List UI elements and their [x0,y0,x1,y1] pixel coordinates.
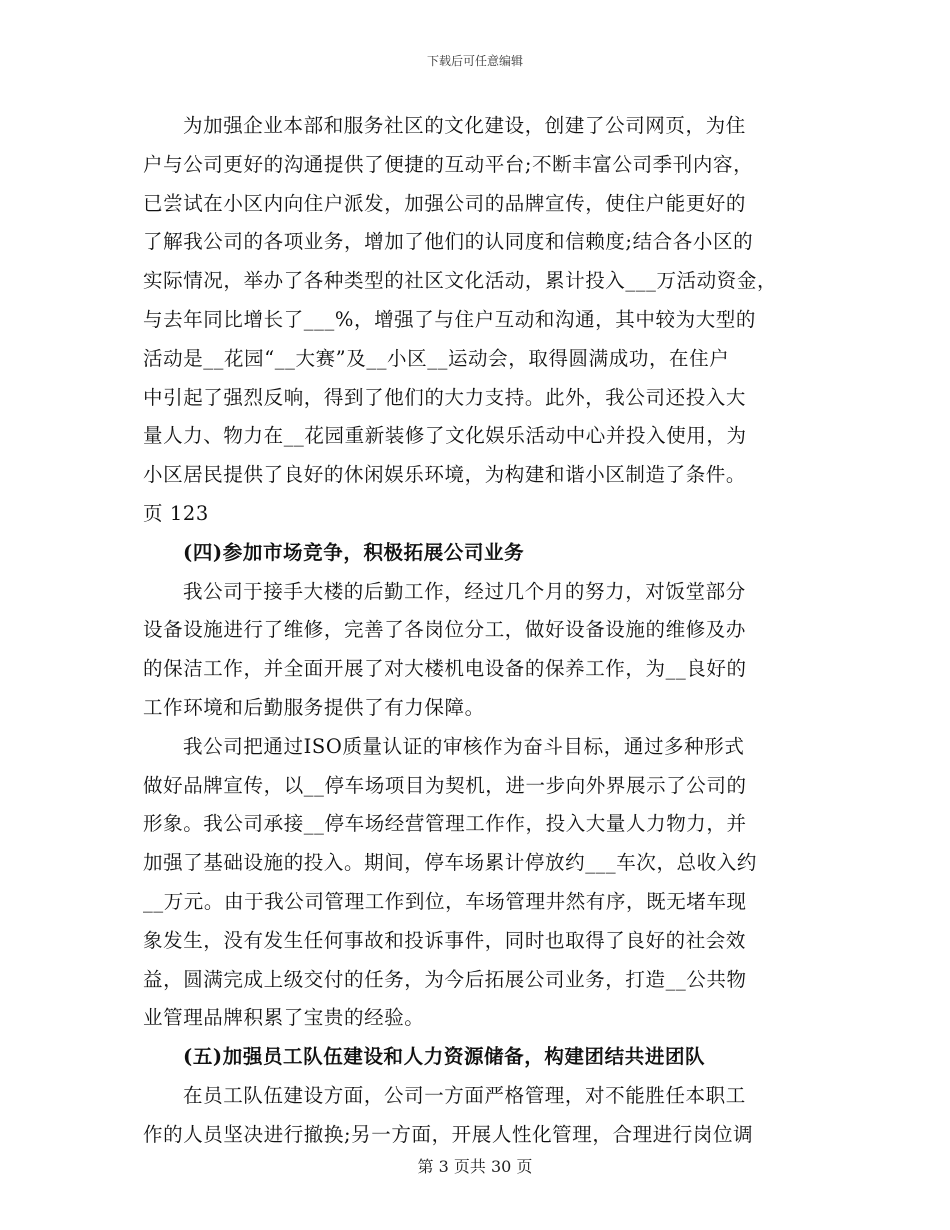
text-line: 活动是__花园“__大赛”及__小区__运动会，取得圆满成功，在住户 [143,346,730,370]
text-line: 设备设施进行了维修，完善了各岗位分工，做好设备设施的维修及办 [143,618,747,642]
text-line: 形象。我公司承接__停车场经营管理工作作，投入大量人力物力，并 [143,812,747,836]
text-line: 户与公司更好的沟通提供了便捷的互动平台;不断丰富公司季刊内容， [143,152,754,176]
text-line: 中引起了强烈反响，得到了他们的大力支持。此外，我公司还投入大 [143,385,747,409]
text-line: 已尝试在小区内向住户派发，加强公司的品牌宣传，使住户能更好的 [143,191,747,215]
text-line: 我公司把通过ISO质量认证的审核作为奋斗目标，通过多种形式 [183,734,745,758]
text-line: 与去年同比增长了___%，增强了与住户互动和沟通，其中较为大型的 [143,307,756,331]
page-header: 下载后可任意编辑 [426,54,523,68]
document-body [143,107,823,1155]
text-line: __万元。由于我公司管理工作到位，车场管理井然有序，既无堵车现 [143,889,747,913]
text-line: 小区居民提供了良好的休闲娱乐环境，为构建和谐小区制造了条件。 [143,463,747,487]
text-line: 在员工队伍建设方面，公司一方面严格管理，对不能胜任本职工 [183,1083,746,1107]
text-line: 做好品牌宣传，以__停车场项目为契机，进一步向外界展示了公司的 [143,773,747,797]
page-footer: 第 3 页共 30 页 [417,1157,533,1176]
text-line: 页 123 [143,501,209,525]
section-heading: (五)加强员工队伍建设和人力资源储备，构建团结共进团队 [183,1045,706,1069]
text-line: 益，圆满完成上级交付的任务，为今后拓展公司业务，打造__公共物 [143,967,747,991]
section-heading: (四)参加市场竞争，积极拓展公司业务 [183,540,525,564]
text-line: 量人力、物力在__花园重新装修了文化娱乐活动中心并投入使用，为 [143,424,747,448]
text-line: 实际情况，举办了各种类型的社区文化活动，累计投入___万活动资金， [143,269,778,293]
text-line: 的保洁工作，并全面开展了对大楼机电设备的保养工作，为__良好的 [143,657,747,681]
text-line: 工作环境和后勤服务提供了有力保障。 [143,695,485,719]
text-line: 我公司于接手大楼的后勤工作，经过几个月的努力，对饭堂部分 [183,579,746,603]
text-line: 业管理品牌积累了宝贵的经验。 [143,1006,425,1030]
text-line: 了解我公司的各项业务，增加了他们的认同度和信赖度;结合各小区的 [143,230,754,254]
text-line: 作的人员坚决进行撤换;另一方面，开展人性化管理，合理进行岗位调 [143,1122,754,1146]
text-line: 为加强企业本部和服务社区的文化建设，创建了公司网页，为住 [183,114,746,137]
text-line: 加强了基础设施的投入。期间，停车场累计停放约___车次，总收入约 [143,851,757,875]
text-line: 象发生，没有发生任何事故和投诉事件，同时也取得了良好的社会效 [143,928,747,952]
